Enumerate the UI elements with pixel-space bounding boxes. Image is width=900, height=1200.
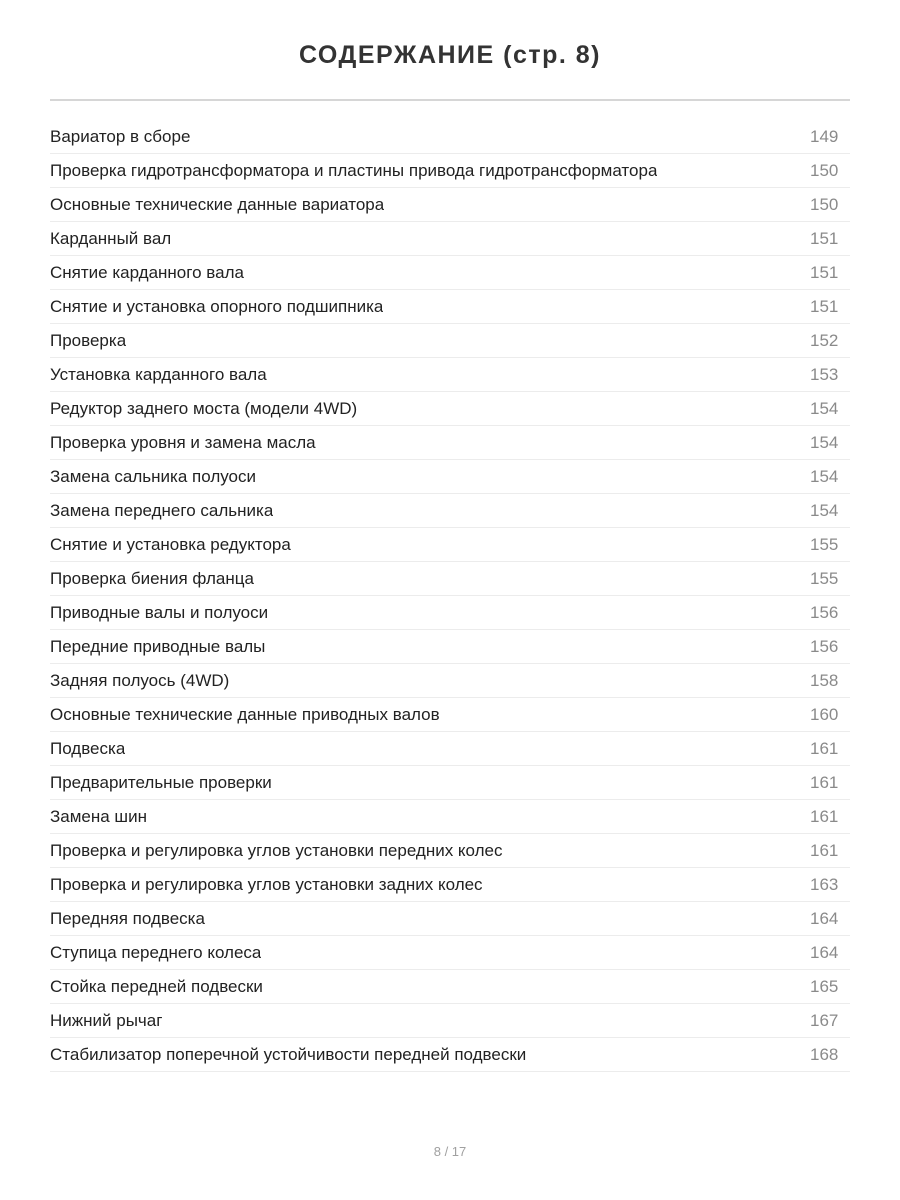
toc-entry[interactable] xyxy=(50,392,850,426)
toc-entry-page-number: 156 xyxy=(810,636,839,656)
toc-entry[interactable] xyxy=(50,358,850,392)
toc-entry[interactable] xyxy=(50,630,850,664)
toc-entry-title: Нижний рычаг xyxy=(50,1010,163,1030)
toc-entry-page-number: 154 xyxy=(810,500,839,520)
toc-entry-page-number: 153 xyxy=(810,364,839,384)
toc-entry-title: Снятие карданного вала xyxy=(50,262,244,282)
toc-entry-title: Проверка гидротрансформатора и пластины привода гидротрансформатора xyxy=(50,160,658,180)
toc-entry-title: Проверка биения фланца xyxy=(50,568,254,588)
toc-entry-title: Основные технические данные приводных валов xyxy=(50,704,440,724)
toc-entry[interactable] xyxy=(50,766,850,800)
toc-entry-title: Снятие и установка опорного подшипника xyxy=(50,296,384,316)
toc-entry-page-number: 161 xyxy=(810,738,839,758)
toc-entry-title: Передние приводные валы xyxy=(50,636,266,656)
toc-entry-page-number: 154 xyxy=(810,466,839,486)
toc-entry[interactable] xyxy=(50,120,850,154)
toc-entry-page-number: 151 xyxy=(810,296,839,316)
toc-entry-page-number: 150 xyxy=(810,194,839,214)
toc-entry-title: Приводные валы и полуоси xyxy=(50,602,269,622)
toc-entry-page-number: 155 xyxy=(810,568,839,588)
toc-entry-page-number: 155 xyxy=(810,534,839,554)
toc-entry-title: Проверка и регулировка углов установки передних колес xyxy=(50,840,503,860)
toc-entry-title: Карданный вал xyxy=(50,228,172,248)
page-title: СОДЕРЖАНИЕ (стр. 8) xyxy=(298,41,602,69)
toc-entry-page-number: 168 xyxy=(810,1044,839,1064)
toc-entry[interactable] xyxy=(50,834,850,868)
toc-entry[interactable] xyxy=(50,800,850,834)
toc-entry[interactable] xyxy=(50,426,850,460)
toc-entry[interactable] xyxy=(50,188,850,222)
toc-entry[interactable] xyxy=(50,460,850,494)
toc-entry[interactable] xyxy=(50,596,850,630)
toc-entry-page-number: 161 xyxy=(810,806,839,826)
toc-entry[interactable] xyxy=(50,222,850,256)
toc-entry-page-number: 149 xyxy=(810,126,839,146)
toc-entry-title: Снятие и установка редуктора xyxy=(50,534,291,554)
toc-entry-page-number: 158 xyxy=(810,670,839,690)
toc-entry[interactable] xyxy=(50,324,850,358)
toc-entry[interactable] xyxy=(50,494,850,528)
toc-entry[interactable] xyxy=(50,868,850,902)
toc-entry-page-number: 164 xyxy=(810,942,839,962)
toc-entry[interactable] xyxy=(50,698,850,732)
toc-entry[interactable] xyxy=(50,970,850,1004)
toc-entry-page-number: 160 xyxy=(810,704,839,724)
toc-entry[interactable] xyxy=(50,936,850,970)
toc-entry[interactable] xyxy=(50,256,850,290)
toc-entry-title: Стойка передней подвески xyxy=(50,976,263,996)
toc-entry-page-number: 163 xyxy=(810,874,839,894)
toc-entry-title: Замена шин xyxy=(50,806,147,826)
toc-entry-title: Задняя полуось (4WD) xyxy=(50,670,230,690)
toc-entry-title: Редуктор заднего моста (модели 4WD) xyxy=(50,398,358,418)
toc-entry-title: Проверка и регулировка углов установки задних колес xyxy=(50,874,483,894)
toc-entry-page-number: 161 xyxy=(810,840,839,860)
toc-entry[interactable] xyxy=(50,1004,850,1038)
toc-entry-title: Основные технические данные вариатора xyxy=(50,194,385,214)
toc-entry-page-number: 164 xyxy=(810,908,839,928)
toc-entry-title: Замена сальника полуоси xyxy=(50,466,256,486)
toc-entry[interactable] xyxy=(50,154,850,188)
toc-entry[interactable] xyxy=(50,664,850,698)
toc-entry-title: Подвеска xyxy=(50,738,126,758)
toc-entry-page-number: 150 xyxy=(810,160,839,180)
toc-entry-page-number: 151 xyxy=(810,228,839,248)
toc-entry-title: Проверка уровня и замена масла xyxy=(50,432,316,452)
toc-entry-title: Предварительные проверки xyxy=(50,772,272,792)
toc-entry[interactable] xyxy=(50,528,850,562)
toc-entry-title: Вариатор в сборе xyxy=(50,126,191,146)
toc-entry[interactable] xyxy=(50,562,850,596)
toc-entry[interactable] xyxy=(50,290,850,324)
toc-entry-page-number: 165 xyxy=(810,976,839,996)
toc-entry[interactable] xyxy=(50,902,850,936)
toc-entry[interactable] xyxy=(50,1038,850,1072)
page-indicator: 8 / 17 xyxy=(433,1144,467,1159)
toc-entry-title: Передняя подвеска xyxy=(50,908,205,928)
toc-entry-page-number: 156 xyxy=(810,602,839,622)
toc-entry-title: Установка карданного вала xyxy=(50,364,267,384)
toc-entry-title: Ступица переднего колеса xyxy=(50,942,262,962)
toc-entry-title: Замена переднего сальника xyxy=(50,500,274,520)
toc-entry-page-number: 152 xyxy=(810,330,839,350)
toc-entry-page-number: 161 xyxy=(810,772,839,792)
toc-entry-title: Проверка xyxy=(50,330,127,350)
title-divider xyxy=(50,99,850,101)
toc-list xyxy=(50,120,850,1072)
toc-entry-title: Стабилизатор поперечной устойчивости передней подвески xyxy=(50,1044,527,1064)
toc-entry-page-number: 154 xyxy=(810,432,839,452)
toc-entry-page-number: 167 xyxy=(810,1010,839,1030)
toc-entry-page-number: 151 xyxy=(810,262,839,282)
toc-entry[interactable] xyxy=(50,732,850,766)
toc-entry-page-number: 154 xyxy=(810,398,839,418)
